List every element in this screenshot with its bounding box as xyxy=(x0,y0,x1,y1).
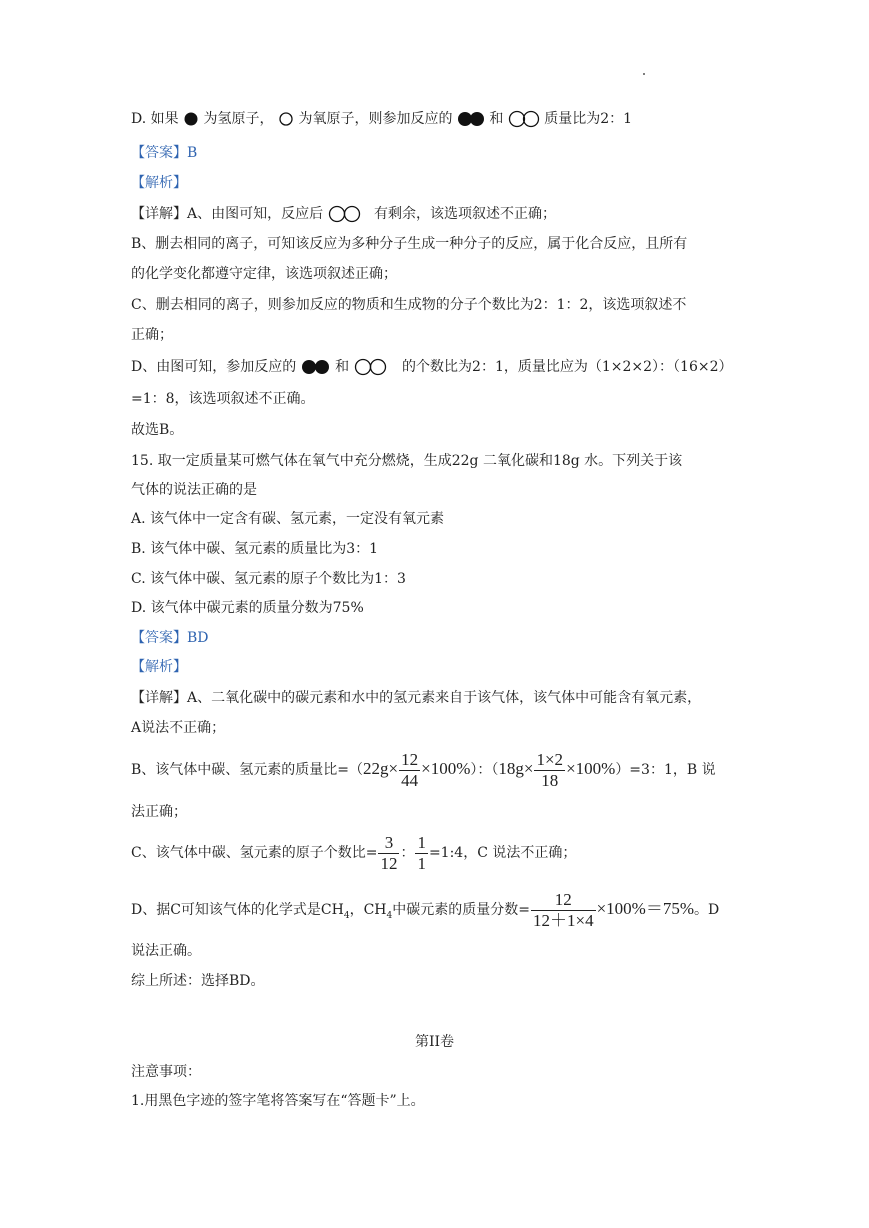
notice-heading: 注意事项： xyxy=(131,1064,201,1080)
analysis-label: 【解析】 xyxy=(131,659,187,675)
fraction xyxy=(415,833,428,874)
text: B、该气体中碳、氢元素的质量比=（ xyxy=(131,762,364,778)
text: 。D xyxy=(694,902,720,918)
text: D、据C可知该气体的化学式是CH xyxy=(131,902,344,918)
math: ×100% xyxy=(566,759,616,778)
denominator: 18 xyxy=(534,770,565,791)
oxygen-atom-icon xyxy=(278,112,294,126)
text: =1:4，C 说法不正确； xyxy=(428,845,577,861)
numerator: 12 xyxy=(554,889,572,909)
text-line: 故选B。 xyxy=(131,422,184,438)
math: ×100% xyxy=(421,759,471,778)
hydrogen-atom-icon xyxy=(183,112,199,126)
hydrogen-molecule-icon xyxy=(457,111,485,127)
text: D. 如果 xyxy=(131,111,179,127)
text-line: 法正确； xyxy=(131,804,187,820)
text: 为氧原子，则参加反应的 xyxy=(298,111,453,127)
denominator: 12 xyxy=(380,853,398,873)
option-d: D. 该气体中碳元素的质量分数为75% xyxy=(131,600,364,616)
page-dot xyxy=(643,73,645,75)
analysis-label: 【解析】 xyxy=(131,175,187,191)
text-line: 的化学变化都遵守定律，该选项叙述正确； xyxy=(131,266,397,282)
fraction xyxy=(399,750,420,791)
option-d-line xyxy=(131,109,632,129)
text-line: 正确； xyxy=(131,327,173,343)
text: 的个数比为2：1，质量比应为（1×2×2）：（16×2） xyxy=(402,359,733,375)
numerator: 1 xyxy=(417,832,426,852)
answer-label: 【答案】B xyxy=(131,145,198,161)
text: 和 xyxy=(335,359,350,375)
text: ）=3：1，B 说 xyxy=(615,762,716,778)
text-line: B、删去相同的离子，可知该反应为多种分子生成一种分子的反应，属于化合反应，且所有 xyxy=(131,236,688,252)
option-c: C. 该气体中碳、氢元素的原子个数比为1：3 xyxy=(131,571,406,587)
text: 质量比为2：1 xyxy=(544,111,633,127)
denominator: 44 xyxy=(401,770,419,790)
answer-label: 【答案】BD xyxy=(131,630,209,646)
detail-line xyxy=(131,204,556,224)
text: 为氢原子， xyxy=(203,111,274,127)
text-line: A说法不正确； xyxy=(131,720,226,736)
hydrogen-molecule-icon xyxy=(301,359,331,375)
oxygen-molecule-icon xyxy=(354,358,388,376)
math: ×100%＝75% xyxy=(596,899,694,918)
text: 和 xyxy=(489,111,504,127)
text: ，CH xyxy=(349,902,387,918)
text: C、该气体中碳、氢元素的原子个数比= xyxy=(131,845,378,861)
math: 22g× xyxy=(363,759,399,778)
math: 18g× xyxy=(498,759,534,778)
denominator: 12＋1×4 xyxy=(532,910,594,930)
text-line: =1：8，该选项叙述不正确。 xyxy=(131,391,315,407)
fraction xyxy=(378,833,399,874)
formula-line xyxy=(131,886,719,939)
text-line: 说法正确。 xyxy=(131,943,201,959)
text: D、由图可知，参加反应的 xyxy=(131,359,297,375)
text: 中碳元素的质量分数= xyxy=(392,902,530,918)
notice-item: 1.用黑色字迹的签字笔将答案写在“答题卡”上。 xyxy=(131,1093,425,1109)
denominator: 1 xyxy=(417,853,426,873)
text: ）：（ xyxy=(470,762,499,778)
text-line: C、删去相同的离子，则参加反应的物质和生成物的分子个数比为2：1：2，该选项叙述不 xyxy=(131,297,687,313)
subscript: 4 xyxy=(343,910,350,921)
text: ： xyxy=(400,845,415,861)
fraction xyxy=(534,750,565,791)
subscript: 4 xyxy=(386,910,393,921)
option-b: B. 该气体中碳、氢元素的质量比为3：1 xyxy=(131,541,379,557)
numerator: 12 xyxy=(401,749,419,769)
mass-ratio-line xyxy=(131,746,716,793)
numerator: 1×2 xyxy=(536,749,564,769)
text-line: 综上所述：选择BD。 xyxy=(131,973,265,989)
numerator: 3 xyxy=(384,832,394,852)
question-15: 15. 取一定质量某可燃气体在氧气中充分燃烧，生成22g 二氧化碳和18g 水。下列关于该 xyxy=(131,453,683,469)
section-title: 第II卷 xyxy=(414,1034,455,1050)
atom-ratio-line xyxy=(131,830,576,876)
text-line: 【详解】A、二氧化碳中的碳元素和水中的氢元素来自于该气体，该气体中可能含有氧元素， xyxy=(131,690,702,706)
oxygen-molecule-icon xyxy=(328,205,362,223)
text: 【详解】A、由图可知，反应后 xyxy=(131,206,324,222)
oxygen-molecule-icon xyxy=(508,110,540,128)
option-a: A. 该气体中一定含有碳、氢元素，一定没有氧元素 xyxy=(131,511,445,527)
text: 有剩余，该选项叙述不正确； xyxy=(374,206,557,222)
question-15-cont: 气体的说法正确的是 xyxy=(131,482,257,498)
detail-d-line xyxy=(131,357,733,377)
fraction xyxy=(531,890,596,931)
